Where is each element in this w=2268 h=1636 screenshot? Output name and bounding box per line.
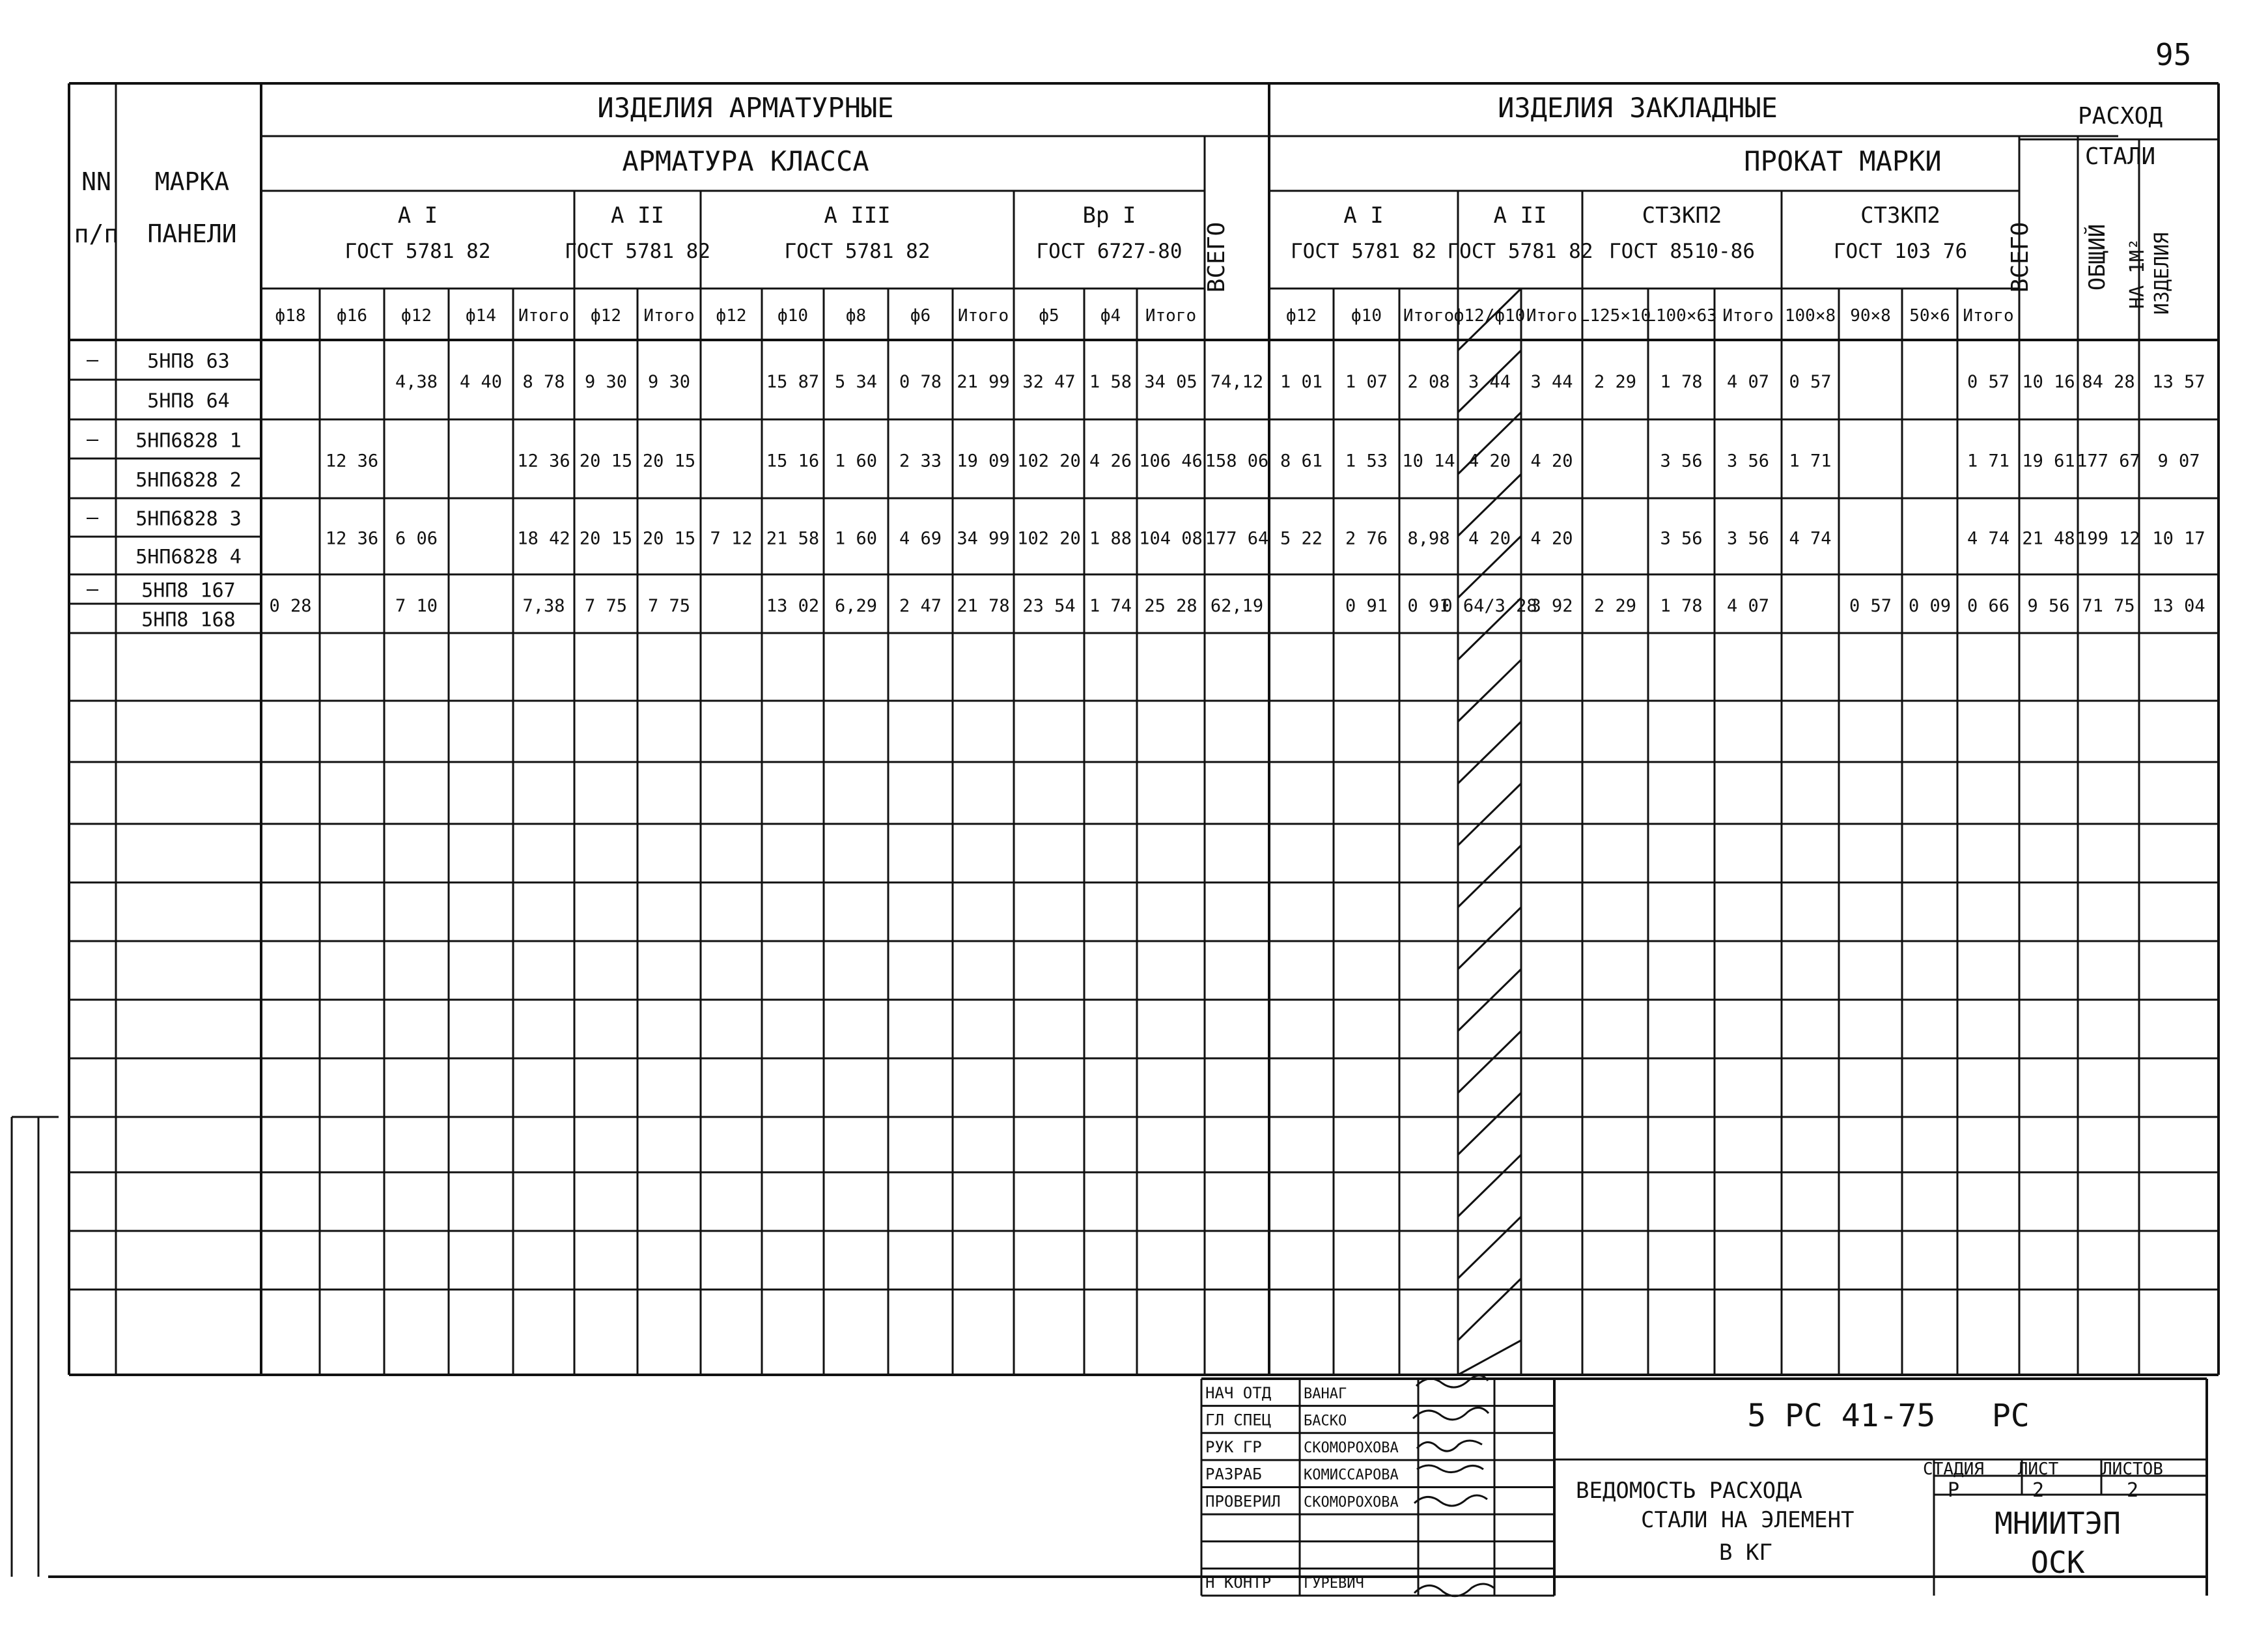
- stamp-role: НАЧ ОТД: [1205, 1383, 1272, 1402]
- signature-gurevich: [1414, 1584, 1494, 1596]
- subheader-cell: L125×10: [1579, 306, 1651, 326]
- value-cell: 1 71: [1789, 451, 1832, 472]
- value-cell: 13 04: [2152, 596, 2205, 616]
- table-grid: [69, 83, 2219, 1375]
- value-cell: 9 30: [584, 372, 628, 392]
- stamp-name: ГУРЕВИЧ: [1304, 1575, 1364, 1592]
- panel-mark: 5НП6828 2: [135, 468, 242, 492]
- value-cell: 21 99: [957, 372, 1010, 392]
- document-title-2: СТАЛИ НА ЭЛЕМЕНТ: [1641, 1507, 1855, 1533]
- stamp-name: КОМИССАРОВА: [1304, 1467, 1399, 1484]
- value-cell: 4 20: [1468, 528, 1511, 549]
- signature-basko: [1413, 1407, 1489, 1419]
- g-st2-gost: ГОСТ 103 76: [1833, 240, 1968, 263]
- subheader-cell: ф12: [716, 306, 747, 326]
- g-a2-class: А II: [611, 203, 664, 229]
- panel-mark: 5НП8 64: [147, 389, 230, 413]
- subheader-cell: ф12: [591, 306, 621, 326]
- value-cell: 21 58: [766, 528, 820, 549]
- value-cell: 7 75: [647, 596, 691, 616]
- header-na-1m2: НА 1М²: [2126, 238, 2149, 309]
- subheader-cell: ф8: [845, 306, 867, 326]
- value-cell: 4 69: [899, 528, 942, 549]
- signature-vanag: [1416, 1375, 1488, 1387]
- value-cell: 84 28: [2082, 372, 2135, 392]
- header-vsego-armatura: ВСЕГО: [1203, 221, 1230, 293]
- header-stali: СТАЛИ: [2084, 143, 2156, 170]
- g-a1-class: А I: [397, 203, 438, 229]
- value-cell: 1 07: [1345, 372, 1388, 392]
- value-cell: 1 78: [1660, 372, 1703, 392]
- header-izdeliya-zakladnye: ИЗДЕЛИЯ ЗАКЛАДНЫЕ: [1498, 92, 1778, 124]
- value-cell: 0 57: [1967, 372, 2010, 392]
- value-cell: 0 66: [1967, 596, 2010, 616]
- value-cell: 104 08: [1139, 528, 1203, 549]
- value-cell: 2 29: [1593, 596, 1637, 616]
- signature-skomorokhova-2: [1414, 1495, 1487, 1506]
- subheader-cell: ф10: [777, 306, 808, 326]
- subheader-cell: Итого: [643, 306, 695, 326]
- document-title-3: В КГ: [1719, 1540, 1772, 1566]
- value-cell: 20 15: [642, 451, 696, 472]
- g-zA2-class: А II: [1493, 203, 1547, 229]
- panel-mark: 5НП6828 4: [135, 545, 242, 569]
- stadiya-value: Р: [1947, 1479, 1960, 1502]
- subheader-cell: 90×8: [1850, 306, 1891, 326]
- value-cell: 18 42: [517, 528, 570, 549]
- value-cell: 8 78: [522, 372, 565, 392]
- g-a3-class: А III: [824, 203, 891, 229]
- g-a1-gost: ГОСТ 5781 82: [344, 240, 491, 263]
- document-code: 5 РС 41-75 РС: [1747, 1398, 2030, 1434]
- panel-mark: 5НП6828 1: [135, 429, 242, 453]
- value-cell: 6,29: [834, 596, 878, 616]
- header-izdeliya: ИЗДЕЛИЯ: [2151, 232, 2174, 315]
- stamp-name: БАСКО: [1304, 1413, 1347, 1430]
- header-paneli: ПАНЕЛИ: [147, 219, 237, 248]
- value-cell: 23 54: [1022, 596, 1076, 616]
- value-cell: 74,12: [1210, 372, 1264, 392]
- header-vsego-prokat: ВСЕГО: [2007, 221, 2034, 293]
- diameter-headers: [275, 306, 2014, 326]
- value-cell: 15 16: [766, 451, 820, 472]
- subheader-cell: ф12/ф10: [1453, 306, 1526, 326]
- value-cell: 13 02: [766, 596, 820, 616]
- subheader-cell: 50×6: [1909, 306, 1950, 326]
- subheader-cell: 100×8: [1784, 306, 1836, 326]
- stamp-name: СКОМОРОХОВА: [1304, 1440, 1399, 1457]
- value-cell: 6 06: [395, 528, 438, 549]
- value-cell: 12 36: [517, 451, 570, 472]
- g-zA2-gost: ГОСТ 5781 82: [1447, 240, 1593, 263]
- value-cell: 15 87: [766, 372, 820, 392]
- value-cell: 3 56: [1660, 451, 1703, 472]
- subheader-cell: Итого: [1145, 306, 1197, 326]
- stamp-role: РАЗРАБ: [1205, 1465, 1262, 1484]
- value-cell: 7 75: [584, 596, 628, 616]
- organization-name: МНИИТЭП: [1995, 1506, 2121, 1541]
- header-nn: NN: [81, 167, 111, 196]
- value-cell: 3 44: [1468, 372, 1511, 392]
- subheader-cell: ф12: [401, 306, 432, 326]
- value-cell: 1 58: [1089, 372, 1132, 392]
- value-cell: 158 06: [1205, 451, 1269, 472]
- value-cell: 4 07: [1726, 596, 1770, 616]
- value-cell: 71 75: [2082, 596, 2135, 616]
- value-cell: 0 57: [1789, 372, 1832, 392]
- value-cell: 4 40: [459, 372, 503, 392]
- value-cell: 8 61: [1280, 451, 1323, 472]
- list-label: ЛИСТ: [2017, 1460, 2059, 1479]
- value-cell: 20 15: [579, 451, 633, 472]
- value-cell: 0 91: [1345, 596, 1388, 616]
- value-cell: 13 57: [2152, 372, 2205, 392]
- panel-mark: 5НП8 167: [141, 579, 236, 602]
- g-a3-gost: ГОСТ 5781 82: [784, 240, 931, 263]
- value-cell: 21 48: [2022, 528, 2075, 549]
- value-cell: 19 09: [957, 451, 1010, 472]
- subheader-cell: ф6: [910, 306, 931, 326]
- value-cell: 0 57: [1849, 596, 1892, 616]
- value-cell: 2 29: [1593, 372, 1637, 392]
- value-cell: 1 78: [1660, 596, 1703, 616]
- signature-komissarova: [1417, 1465, 1483, 1473]
- value-cell: 102 20: [1017, 451, 1081, 472]
- row-number: —: [86, 506, 99, 529]
- value-cell: 62,19: [1210, 596, 1264, 616]
- subheader-cell: ф14: [466, 306, 496, 326]
- panel-mark: 5НП6828 3: [135, 507, 242, 531]
- value-cell: 0 91: [1407, 596, 1450, 616]
- row-number: —: [86, 578, 99, 601]
- g-a2-gost: ГОСТ 5781 82: [565, 240, 710, 263]
- g-st2-class: СТ3КП2: [1860, 203, 1940, 229]
- subheader-cell: Итого: [1403, 306, 1455, 326]
- row-number: —: [86, 428, 99, 451]
- stamp-role: Н КОНТР: [1205, 1573, 1272, 1592]
- value-cell: 7,38: [522, 596, 565, 616]
- subheader-cell: Итого: [1526, 306, 1578, 326]
- stamp-role: ПРОВЕРИЛ: [1205, 1492, 1281, 1511]
- subheader-cell: ф5: [1039, 306, 1059, 326]
- value-cell: 177 64: [1205, 528, 1269, 549]
- value-cell: 8,98: [1407, 528, 1450, 549]
- value-cell: 102 20: [1017, 528, 1081, 549]
- subheader-cell: Итого: [957, 306, 1009, 326]
- row-number: —: [86, 348, 99, 372]
- g-bp1-class: Вр I: [1082, 203, 1136, 229]
- value-cell: 32 47: [1022, 372, 1076, 392]
- page-number: 95: [2155, 37, 2192, 72]
- g-zA1-class: А I: [1343, 203, 1384, 229]
- header-pp: п/п: [74, 219, 119, 248]
- subheader-cell: ф10: [1351, 306, 1382, 326]
- steel-class-headers: [345, 203, 1968, 263]
- value-cell: 0 09: [1908, 596, 1952, 616]
- subheader-cell: ф16: [337, 306, 367, 326]
- value-cell: 10 17: [2152, 528, 2205, 549]
- subheader-cell: L100×63: [1645, 306, 1717, 326]
- value-cell: 10 14: [1402, 451, 1455, 472]
- listov-value: 2: [2126, 1479, 2139, 1502]
- value-cell: 4 07: [1726, 372, 1770, 392]
- value-cell: 4 20: [1468, 451, 1511, 472]
- value-cell: 4 26: [1089, 451, 1132, 472]
- subheader-cell: Итого: [1722, 306, 1774, 326]
- header-armatura-klassa: АРМАТУРА КЛАССА: [622, 145, 869, 177]
- value-cell: 1 01: [1280, 372, 1323, 392]
- value-cell: 0 64/3 28: [1442, 596, 1537, 616]
- value-cell: 1 60: [834, 528, 878, 549]
- value-cell: 4,38: [395, 372, 438, 392]
- value-cell: 3 56: [1726, 451, 1770, 472]
- subheader-cell: ф12: [1286, 306, 1317, 326]
- signature-skomorokhova-1: [1417, 1441, 1482, 1451]
- value-cell: 20 15: [579, 528, 633, 549]
- document-title-1: ВЕДОМОСТЬ РАСХОДА: [1576, 1478, 1802, 1504]
- list-value: 2: [2032, 1479, 2045, 1502]
- value-cell: 7 10: [395, 596, 438, 616]
- title-block-grid: [12, 1117, 2207, 1596]
- g-bp1-gost: ГОСТ 6727-80: [1036, 240, 1183, 263]
- value-cell: 9 56: [2027, 596, 2070, 616]
- value-cell: 4 74: [1789, 528, 1832, 549]
- value-cell: 12 36: [325, 451, 379, 472]
- value-cell: 21 78: [957, 596, 1010, 616]
- value-cell: 1 88: [1089, 528, 1132, 549]
- table-body: [87, 349, 2205, 632]
- value-cell: 34 05: [1144, 372, 1197, 392]
- stamp-name: ВАНАГ: [1304, 1385, 1347, 1402]
- value-cell: 4 20: [1530, 451, 1573, 472]
- value-cell: 3 92: [1530, 596, 1573, 616]
- value-cell: 9 07: [2157, 451, 2200, 472]
- header-marka: МАРКА: [154, 167, 230, 196]
- stamp-name: СКОМОРОХОВА: [1304, 1494, 1399, 1511]
- panel-mark: 5НП8 63: [147, 350, 230, 373]
- stamp-role: ГЛ СПЕЦ: [1205, 1411, 1272, 1430]
- value-cell: 25 28: [1144, 596, 1197, 616]
- value-cell: 4 74: [1967, 528, 2010, 549]
- value-cell: 1 74: [1089, 596, 1132, 616]
- subheader-cell: ф4: [1100, 306, 1121, 326]
- value-cell: 0 78: [899, 372, 942, 392]
- value-cell: 0 28: [269, 596, 312, 616]
- value-cell: 34 99: [957, 528, 1010, 549]
- header-obshchii: ОБЩИЙ: [2084, 223, 2110, 291]
- value-cell: 177 67: [2077, 451, 2140, 472]
- value-cell: 199 12: [2077, 528, 2140, 549]
- value-cell: 4 20: [1530, 528, 1573, 549]
- value-cell: 20 15: [642, 528, 696, 549]
- stadiya-label: СТАДИЯ: [1923, 1460, 1984, 1479]
- value-cell: 3 56: [1660, 528, 1703, 549]
- listov-label: ЛИСТОВ: [2102, 1460, 2163, 1479]
- value-cell: 10 16: [2022, 372, 2075, 392]
- value-cell: 2 76: [1345, 528, 1388, 549]
- header-raskhod: РАСХОД: [2077, 103, 2163, 130]
- g-zA1-gost: ГОСТ 5781 82: [1291, 240, 1436, 263]
- value-cell: 9 30: [647, 372, 691, 392]
- value-cell: 3 56: [1726, 528, 1770, 549]
- value-cell: 2 33: [899, 451, 942, 472]
- subheader-cell: Итого: [1963, 306, 2014, 326]
- value-cell: 5 34: [834, 372, 878, 392]
- value-cell: 106 46: [1139, 451, 1203, 472]
- header-izdeliya-armaturnye: ИЗДЕЛИЯ АРМАТУРНЫЕ: [597, 92, 894, 124]
- g-st1-gost: ГОСТ 8510-86: [1609, 240, 1755, 263]
- subheader-cell: Итого: [518, 306, 570, 326]
- organization-unit: ОСК: [2030, 1545, 2085, 1580]
- value-cell: 12 36: [325, 528, 379, 549]
- value-cell: 1 53: [1345, 451, 1388, 472]
- value-cell: 19 61: [2022, 451, 2075, 472]
- value-cell: 1 60: [834, 451, 878, 472]
- value-cell: 5 22: [1280, 528, 1323, 549]
- value-cell: 3 44: [1530, 372, 1573, 392]
- value-cell: 2 47: [899, 596, 942, 616]
- stamp-role: РУК ГР: [1205, 1438, 1262, 1457]
- g-st1-class: СТ3КП2: [1642, 203, 1722, 229]
- header-prokat-marki: ПРОКАТ МАРКИ: [1744, 145, 1942, 177]
- signatures: [1413, 1375, 1494, 1596]
- value-cell: 2 08: [1407, 372, 1450, 392]
- value-cell: 7 12: [710, 528, 753, 549]
- subheader-cell: ф18: [275, 306, 306, 326]
- value-cell: 1 71: [1967, 451, 2010, 472]
- panel-mark: 5НП8 168: [141, 608, 236, 632]
